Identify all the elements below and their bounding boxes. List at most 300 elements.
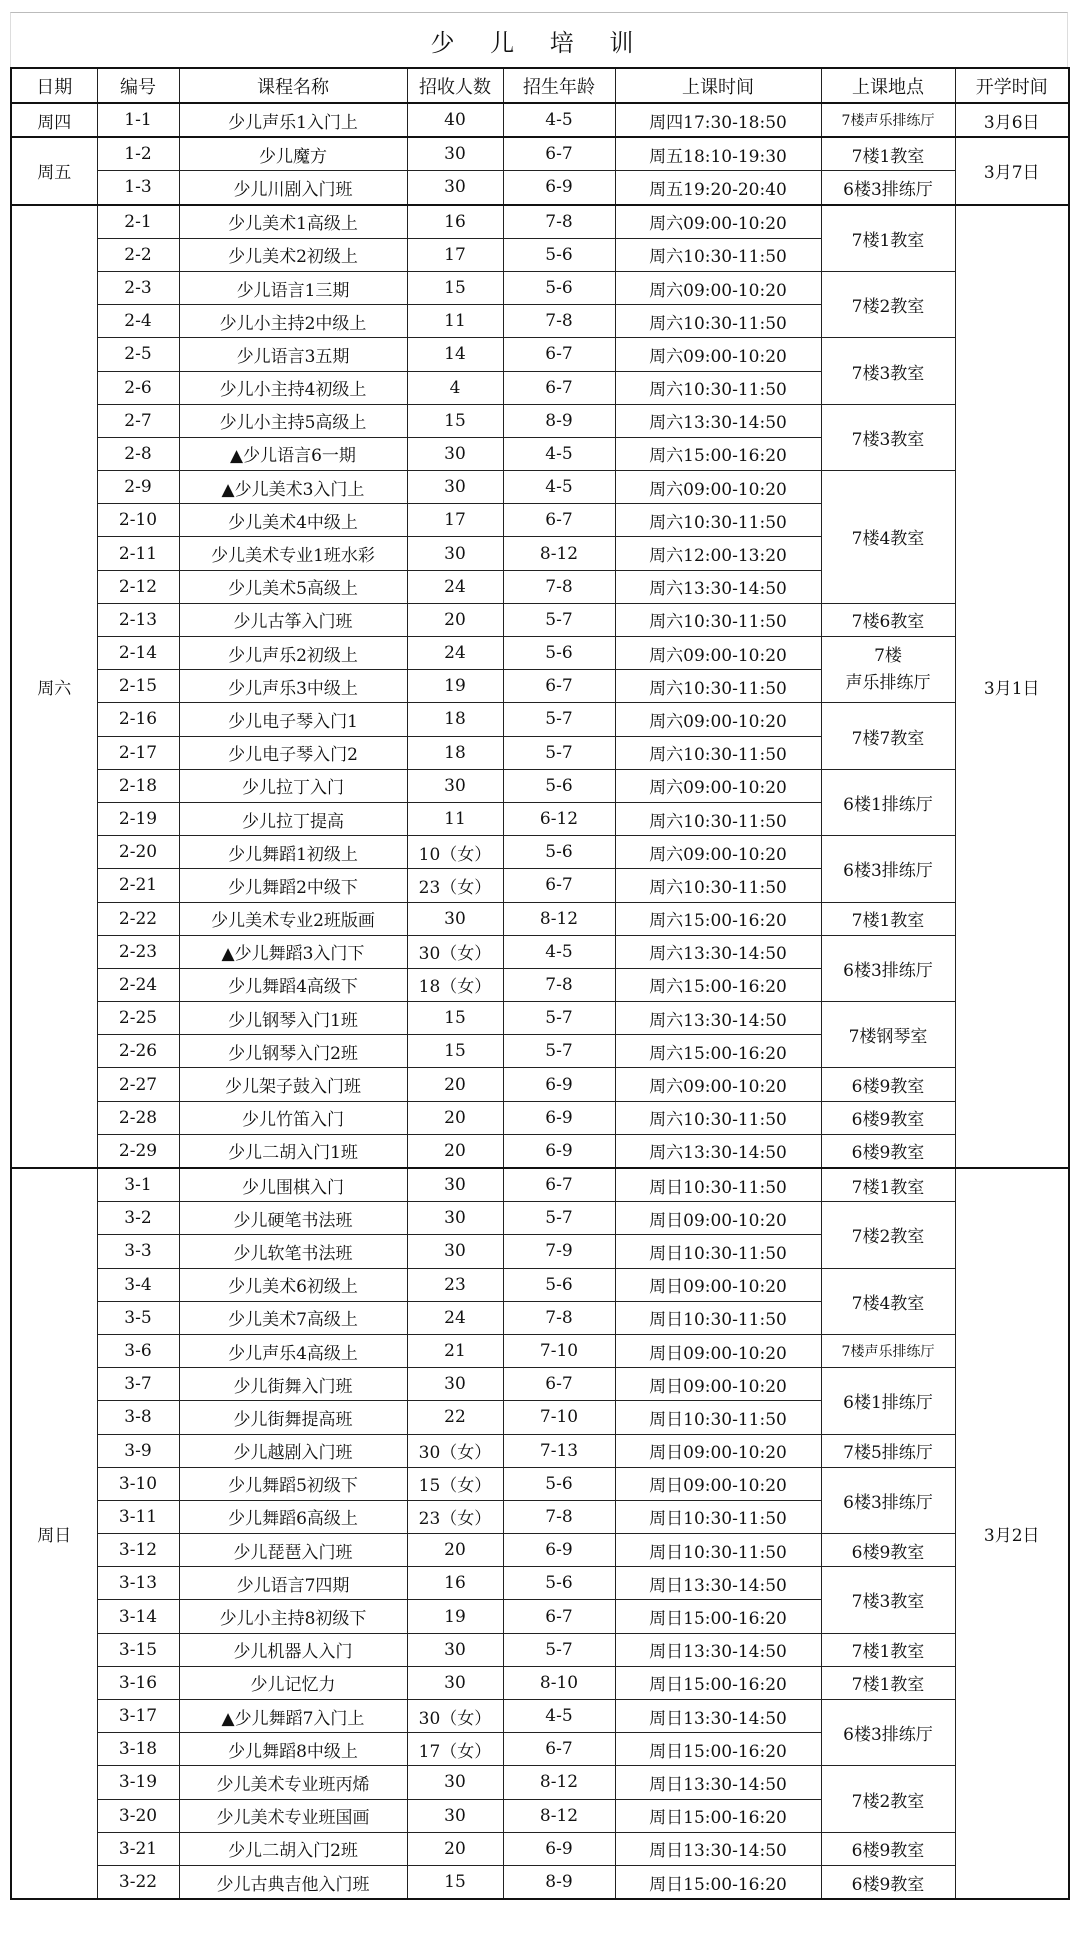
class-time: 周六09:00-10:20 <box>615 338 821 371</box>
age-range: 8-12 <box>503 1799 615 1832</box>
location-cell: 7楼1教室 <box>821 1666 955 1699</box>
start-date-cell: 3月1日 <box>955 205 1069 1168</box>
class-time: 周六13:30-14:50 <box>615 935 821 968</box>
location-cell: 6楼9教室 <box>821 1865 955 1899</box>
start-date-cell: 3月7日 <box>955 137 1069 204</box>
enrollment-count: 30 <box>407 1799 503 1832</box>
age-range: 4-5 <box>503 437 615 470</box>
location-cell: 6楼3排练厅 <box>821 836 955 902</box>
course-name: 少儿美术5高级上 <box>179 570 407 603</box>
age-range: 7-8 <box>503 205 615 239</box>
table-row <box>11 1368 1069 1401</box>
day-cell: 周四 <box>11 103 97 137</box>
location-cell: 7楼5排练厅 <box>821 1434 955 1467</box>
enrollment-count: 22 <box>407 1401 503 1434</box>
course-name: 少儿舞蹈8中级上 <box>179 1733 407 1766</box>
table-row <box>11 1334 1069 1367</box>
class-time: 周六13:30-14:50 <box>615 570 821 603</box>
course-name: 少儿街舞提高班 <box>179 1401 407 1434</box>
course-name: 少儿舞蹈1初级上 <box>179 836 407 869</box>
enrollment-count: 24 <box>407 637 503 670</box>
course-name: 少儿川剧入门班 <box>179 171 407 205</box>
header-course-name: 课程名称 <box>179 68 407 103</box>
course-code: 3-7 <box>97 1368 179 1401</box>
course-name: 少儿电子琴入门2 <box>179 736 407 769</box>
enrollment-count: 15（女） <box>407 1467 503 1500</box>
enrollment-count: 20 <box>407 1134 503 1168</box>
course-name: 少儿机器人入门 <box>179 1633 407 1666</box>
enrollment-count: 15 <box>407 1035 503 1068</box>
course-code: 2-4 <box>97 305 179 338</box>
enrollment-count: 20 <box>407 1068 503 1101</box>
sheet-title: 少 儿 培 训 <box>10 12 1068 67</box>
course-table <box>10 67 1070 1900</box>
course-code: 3-20 <box>97 1799 179 1832</box>
course-name: 少儿二胡入门2班 <box>179 1832 407 1865</box>
class-time: 周日15:00-16:20 <box>615 1600 821 1633</box>
enrollment-count: 21 <box>407 1334 503 1367</box>
course-name: 少儿魔方 <box>179 137 407 171</box>
age-range: 5-7 <box>503 703 615 736</box>
table-row <box>11 836 1069 869</box>
location-cell: 7楼6教室 <box>821 603 955 636</box>
table-row <box>11 637 1069 670</box>
table-row <box>11 271 1069 304</box>
class-time: 周日15:00-16:20 <box>615 1865 821 1899</box>
age-range: 6-9 <box>503 1134 615 1168</box>
course-code: 3-18 <box>97 1733 179 1766</box>
location-cell: 7楼3教室 <box>821 404 955 470</box>
course-code: 2-9 <box>97 471 179 504</box>
age-range: 8-9 <box>503 1865 615 1899</box>
table-row <box>11 471 1069 504</box>
course-name: 少儿声乐3中级上 <box>179 670 407 703</box>
location-cell: 7楼7教室 <box>821 703 955 769</box>
location-cell: 6楼9教室 <box>821 1101 955 1134</box>
age-range: 5-6 <box>503 1268 615 1301</box>
course-code: 2-8 <box>97 437 179 470</box>
class-time: 周六10:30-11:50 <box>615 238 821 271</box>
class-time: 周六13:30-14:50 <box>615 1002 821 1035</box>
enrollment-count: 16 <box>407 1567 503 1600</box>
age-range: 5-7 <box>503 1002 615 1035</box>
age-range: 8-10 <box>503 1666 615 1699</box>
course-code: 2-2 <box>97 238 179 271</box>
class-time: 周日10:30-11:50 <box>615 1301 821 1334</box>
course-name: ▲少儿舞蹈3入门下 <box>179 935 407 968</box>
class-time: 周日09:00-10:20 <box>615 1202 821 1235</box>
location-cell: 6楼9教室 <box>821 1134 955 1168</box>
table-row <box>11 404 1069 437</box>
course-name: 少儿钢琴入门2班 <box>179 1035 407 1068</box>
enrollment-count: 30 <box>407 1368 503 1401</box>
location-cell: 7楼1教室 <box>821 137 955 171</box>
class-time: 周六10:30-11:50 <box>615 504 821 537</box>
enrollment-count: 30 <box>407 437 503 470</box>
age-range: 4-5 <box>503 471 615 504</box>
enrollment-count: 30 <box>407 1168 503 1202</box>
header-enrollment: 招收人数 <box>407 68 503 103</box>
course-code: 3-4 <box>97 1268 179 1301</box>
class-time: 周日09:00-10:20 <box>615 1268 821 1301</box>
age-range: 8-12 <box>503 537 615 570</box>
enrollment-count: 19 <box>407 1600 503 1633</box>
location-cell: 7楼2教室 <box>821 1766 955 1832</box>
course-name: 少儿声乐1入门上 <box>179 103 407 137</box>
course-code: 3-11 <box>97 1500 179 1533</box>
enrollment-count: 17 <box>407 238 503 271</box>
class-time: 周日13:30-14:50 <box>615 1567 821 1600</box>
course-code: 3-6 <box>97 1334 179 1367</box>
course-code: 2-12 <box>97 570 179 603</box>
enrollment-count: 14 <box>407 338 503 371</box>
location-cell: 6楼9教室 <box>821 1832 955 1865</box>
course-name: ▲少儿美术3入门上 <box>179 471 407 504</box>
table-row <box>11 1467 1069 1500</box>
class-time: 周六15:00-16:20 <box>615 1035 821 1068</box>
location-cell: 7楼2教室 <box>821 271 955 337</box>
enrollment-count: 10（女） <box>407 836 503 869</box>
location-cell: 7楼声乐排练厅 <box>821 1334 955 1367</box>
class-time: 周五19:20-20:40 <box>615 171 821 205</box>
class-time: 周日13:30-14:50 <box>615 1832 821 1865</box>
class-time: 周六15:00-16:20 <box>615 968 821 1001</box>
course-name: 少儿记忆力 <box>179 1666 407 1699</box>
course-name: 少儿舞蹈6高级上 <box>179 1500 407 1533</box>
enrollment-count: 4 <box>407 371 503 404</box>
enrollment-count: 24 <box>407 1301 503 1334</box>
header-class-time: 上课时间 <box>615 68 821 103</box>
table-row <box>11 1666 1069 1699</box>
class-time: 周六10:30-11:50 <box>615 305 821 338</box>
enrollment-count: 30 <box>407 1633 503 1666</box>
course-name: 少儿声乐2初级上 <box>179 637 407 670</box>
class-time: 周六10:30-11:50 <box>615 802 821 835</box>
course-code: 2-14 <box>97 637 179 670</box>
age-range: 5-7 <box>503 603 615 636</box>
class-time: 周六10:30-11:50 <box>615 736 821 769</box>
header-code: 编号 <box>97 68 179 103</box>
course-code: 3-16 <box>97 1666 179 1699</box>
table-row <box>11 1865 1069 1899</box>
course-code: 3-17 <box>97 1700 179 1733</box>
day-cell: 周日 <box>11 1168 97 1899</box>
course-code: 2-16 <box>97 703 179 736</box>
location-cell: 6楼1排练厅 <box>821 1368 955 1434</box>
course-code: 2-5 <box>97 338 179 371</box>
class-time: 周六09:00-10:20 <box>615 836 821 869</box>
location-cell: 7楼4教室 <box>821 471 955 604</box>
age-range: 7-9 <box>503 1235 615 1268</box>
table-row <box>11 603 1069 636</box>
class-time: 周六09:00-10:20 <box>615 205 821 239</box>
age-range: 6-7 <box>503 137 615 171</box>
class-time: 周日10:30-11:50 <box>615 1235 821 1268</box>
location-cell: 7楼2教室 <box>821 1202 955 1268</box>
age-range: 6-7 <box>503 1600 615 1633</box>
course-code: 1-1 <box>97 103 179 137</box>
course-name: 少儿美术2初级上 <box>179 238 407 271</box>
class-time: 周六15:00-16:20 <box>615 902 821 935</box>
day-cell: 周六 <box>11 205 97 1168</box>
header-start-date: 开学时间 <box>955 68 1069 103</box>
class-time: 周四17:30-18:50 <box>615 103 821 137</box>
course-name: 少儿舞蹈2中级下 <box>179 869 407 902</box>
enrollment-count: 11 <box>407 802 503 835</box>
class-time: 周日15:00-16:20 <box>615 1666 821 1699</box>
course-code: 3-19 <box>97 1766 179 1799</box>
age-range: 5-6 <box>503 238 615 271</box>
location-cell: 6楼9教室 <box>821 1068 955 1101</box>
enrollment-count: 18 <box>407 703 503 736</box>
enrollment-count: 30 <box>407 1235 503 1268</box>
age-range: 7-8 <box>503 1301 615 1334</box>
enrollment-count: 16 <box>407 205 503 239</box>
course-code: 2-11 <box>97 537 179 570</box>
class-time: 周六10:30-11:50 <box>615 869 821 902</box>
course-name: 少儿语言7四期 <box>179 1567 407 1600</box>
course-name: 少儿美术1高级上 <box>179 205 407 239</box>
class-time: 周六15:00-16:20 <box>615 437 821 470</box>
age-range: 6-7 <box>503 338 615 371</box>
course-name: ▲少儿舞蹈7入门上 <box>179 1700 407 1733</box>
age-range: 7-10 <box>503 1334 615 1367</box>
course-code: 2-18 <box>97 769 179 802</box>
course-code: 2-7 <box>97 404 179 437</box>
class-time: 周六09:00-10:20 <box>615 769 821 802</box>
age-range: 7-13 <box>503 1434 615 1467</box>
class-time: 周六09:00-10:20 <box>615 471 821 504</box>
course-name: 少儿美术7高级上 <box>179 1301 407 1334</box>
enrollment-count: 23 <box>407 1268 503 1301</box>
header-row <box>11 68 1069 103</box>
location-cell: 6楼3排练厅 <box>821 935 955 1001</box>
course-name: 少儿小主持2中级上 <box>179 305 407 338</box>
table-row <box>11 902 1069 935</box>
enrollment-count: 20 <box>407 603 503 636</box>
table-row <box>11 137 1069 171</box>
course-code: 3-3 <box>97 1235 179 1268</box>
course-code: 2-28 <box>97 1101 179 1134</box>
class-time: 周日09:00-10:20 <box>615 1334 821 1367</box>
enrollment-count: 30（女） <box>407 1700 503 1733</box>
course-name: 少儿琵琶入门班 <box>179 1534 407 1567</box>
age-range: 5-6 <box>503 769 615 802</box>
table-row <box>11 1567 1069 1600</box>
age-range: 7-8 <box>503 968 615 1001</box>
table-row <box>11 1832 1069 1865</box>
enrollment-count: 11 <box>407 305 503 338</box>
table-row <box>11 1766 1069 1799</box>
course-code: 2-29 <box>97 1134 179 1168</box>
class-time: 周日10:30-11:50 <box>615 1534 821 1567</box>
course-code: 3-15 <box>97 1633 179 1666</box>
age-range: 8-12 <box>503 1766 615 1799</box>
location-cell: 7楼1教室 <box>821 205 955 272</box>
course-code: 3-1 <box>97 1168 179 1202</box>
course-name: ▲少儿语言6一期 <box>179 437 407 470</box>
course-code: 3-8 <box>97 1401 179 1434</box>
course-name: 少儿美术6初级上 <box>179 1268 407 1301</box>
course-name: 少儿舞蹈4高级下 <box>179 968 407 1001</box>
class-time: 周六10:30-11:50 <box>615 371 821 404</box>
day-cell: 周五 <box>11 137 97 204</box>
enrollment-count: 30 <box>407 902 503 935</box>
class-time: 周日09:00-10:20 <box>615 1467 821 1500</box>
location-cell: 7楼1教室 <box>821 902 955 935</box>
age-range: 5-6 <box>503 271 615 304</box>
course-code: 2-24 <box>97 968 179 1001</box>
enrollment-count: 23（女） <box>407 1500 503 1533</box>
course-name: 少儿围棋入门 <box>179 1168 407 1202</box>
age-range: 5-7 <box>503 1202 615 1235</box>
course-name: 少儿美术专业班丙烯 <box>179 1766 407 1799</box>
header-location: 上课地点 <box>821 68 955 103</box>
enrollment-count: 30 <box>407 171 503 205</box>
age-range: 6-7 <box>503 1733 615 1766</box>
class-time: 周六09:00-10:20 <box>615 703 821 736</box>
header-date: 日期 <box>11 68 97 103</box>
location-cell: 6楼3排练厅 <box>821 171 955 205</box>
course-code: 3-2 <box>97 1202 179 1235</box>
age-range: 7-8 <box>503 1500 615 1533</box>
age-range: 5-6 <box>503 1467 615 1500</box>
enrollment-count: 18 <box>407 736 503 769</box>
enrollment-count: 17（女） <box>407 1733 503 1766</box>
course-name: 少儿美术4中级上 <box>179 504 407 537</box>
course-name: 少儿小主持4初级上 <box>179 371 407 404</box>
age-range: 4-5 <box>503 103 615 137</box>
table-row <box>11 103 1069 137</box>
class-time: 周日15:00-16:20 <box>615 1733 821 1766</box>
course-code: 3-5 <box>97 1301 179 1334</box>
course-name: 少儿架子鼓入门班 <box>179 1068 407 1101</box>
course-code: 2-23 <box>97 935 179 968</box>
course-code: 3-14 <box>97 1600 179 1633</box>
table-row <box>11 1700 1069 1733</box>
table-row <box>11 1633 1069 1666</box>
table-row <box>11 703 1069 736</box>
enrollment-count: 30 <box>407 537 503 570</box>
table-row <box>11 1434 1069 1467</box>
class-time: 周六10:30-11:50 <box>615 670 821 703</box>
class-time: 周日09:00-10:20 <box>615 1434 821 1467</box>
class-time: 周日09:00-10:20 <box>615 1368 821 1401</box>
class-time: 周日10:30-11:50 <box>615 1168 821 1202</box>
enrollment-count: 30 <box>407 769 503 802</box>
class-time: 周六09:00-10:20 <box>615 637 821 670</box>
location-cell: 7楼1教室 <box>821 1168 955 1202</box>
age-range: 5-6 <box>503 1567 615 1600</box>
class-time: 周日10:30-11:50 <box>615 1401 821 1434</box>
table-row <box>11 769 1069 802</box>
enrollment-count: 30 <box>407 137 503 171</box>
course-name: 少儿美术专业班国画 <box>179 1799 407 1832</box>
location-cell: 7楼3教室 <box>821 338 955 404</box>
age-range: 7-8 <box>503 570 615 603</box>
location-cell: 6楼3排练厅 <box>821 1467 955 1533</box>
course-name: 少儿拉丁提高 <box>179 802 407 835</box>
course-name: 少儿声乐4高级上 <box>179 1334 407 1367</box>
age-range: 4-5 <box>503 935 615 968</box>
age-range: 6-7 <box>503 371 615 404</box>
enrollment-count: 40 <box>407 103 503 137</box>
location-cell: 6楼3排练厅 <box>821 1700 955 1766</box>
location-cell: 6楼1排练厅 <box>821 769 955 835</box>
enrollment-count: 30 <box>407 1666 503 1699</box>
course-code: 2-25 <box>97 1002 179 1035</box>
course-code: 2-21 <box>97 869 179 902</box>
course-name: 少儿竹笛入门 <box>179 1101 407 1134</box>
age-range: 5-7 <box>503 1633 615 1666</box>
location-cell: 7楼1教室 <box>821 1633 955 1666</box>
course-name: 少儿美术专业2班版画 <box>179 902 407 935</box>
class-time: 周六10:30-11:50 <box>615 1101 821 1134</box>
course-name: 少儿拉丁入门 <box>179 769 407 802</box>
class-time: 周日13:30-14:50 <box>615 1633 821 1666</box>
course-code: 1-3 <box>97 171 179 205</box>
course-code: 3-13 <box>97 1567 179 1600</box>
age-range: 6-9 <box>503 1101 615 1134</box>
course-name: 少儿古典吉他入门班 <box>179 1865 407 1899</box>
table-row <box>11 205 1069 239</box>
course-name: 少儿软笔书法班 <box>179 1235 407 1268</box>
course-code: 2-27 <box>97 1068 179 1101</box>
enrollment-count: 20 <box>407 1534 503 1567</box>
course-code: 2-20 <box>97 836 179 869</box>
table-row <box>11 935 1069 968</box>
course-code: 2-10 <box>97 504 179 537</box>
table-row <box>11 1068 1069 1101</box>
table-row <box>11 1101 1069 1134</box>
enrollment-count: 19 <box>407 670 503 703</box>
table-row <box>11 171 1069 205</box>
course-code: 2-26 <box>97 1035 179 1068</box>
age-range: 6-9 <box>503 1832 615 1865</box>
enrollment-count: 15 <box>407 1865 503 1899</box>
class-time: 周六10:30-11:50 <box>615 603 821 636</box>
course-name: 少儿电子琴入门1 <box>179 703 407 736</box>
course-name: 少儿美术专业1班水彩 <box>179 537 407 570</box>
age-range: 6-9 <box>503 1068 615 1101</box>
course-name: 少儿钢琴入门1班 <box>179 1002 407 1035</box>
enrollment-count: 15 <box>407 271 503 304</box>
table-row <box>11 1168 1069 1202</box>
age-range: 6-9 <box>503 171 615 205</box>
course-name: 少儿小主持5高级上 <box>179 404 407 437</box>
course-name: 少儿二胡入门1班 <box>179 1134 407 1168</box>
course-code: 2-6 <box>97 371 179 404</box>
start-date-cell: 3月6日 <box>955 103 1069 137</box>
class-time: 周六09:00-10:20 <box>615 271 821 304</box>
age-range: 8-12 <box>503 902 615 935</box>
class-time: 周日10:30-11:50 <box>615 1500 821 1533</box>
enrollment-count: 30 <box>407 1766 503 1799</box>
class-time: 周六12:00-13:20 <box>615 537 821 570</box>
schedule-sheet <box>10 12 1068 1900</box>
age-range: 6-7 <box>503 504 615 537</box>
enrollment-count: 20 <box>407 1832 503 1865</box>
course-name: 少儿街舞入门班 <box>179 1368 407 1401</box>
class-time: 周六09:00-10:20 <box>615 1068 821 1101</box>
age-range: 4-5 <box>503 1700 615 1733</box>
location-cell: 7楼 声乐排练厅 <box>821 637 955 703</box>
course-code: 3-9 <box>97 1434 179 1467</box>
course-name: 少儿语言3五期 <box>179 338 407 371</box>
age-range: 5-7 <box>503 1035 615 1068</box>
course-code: 2-3 <box>97 271 179 304</box>
course-code: 2-17 <box>97 736 179 769</box>
